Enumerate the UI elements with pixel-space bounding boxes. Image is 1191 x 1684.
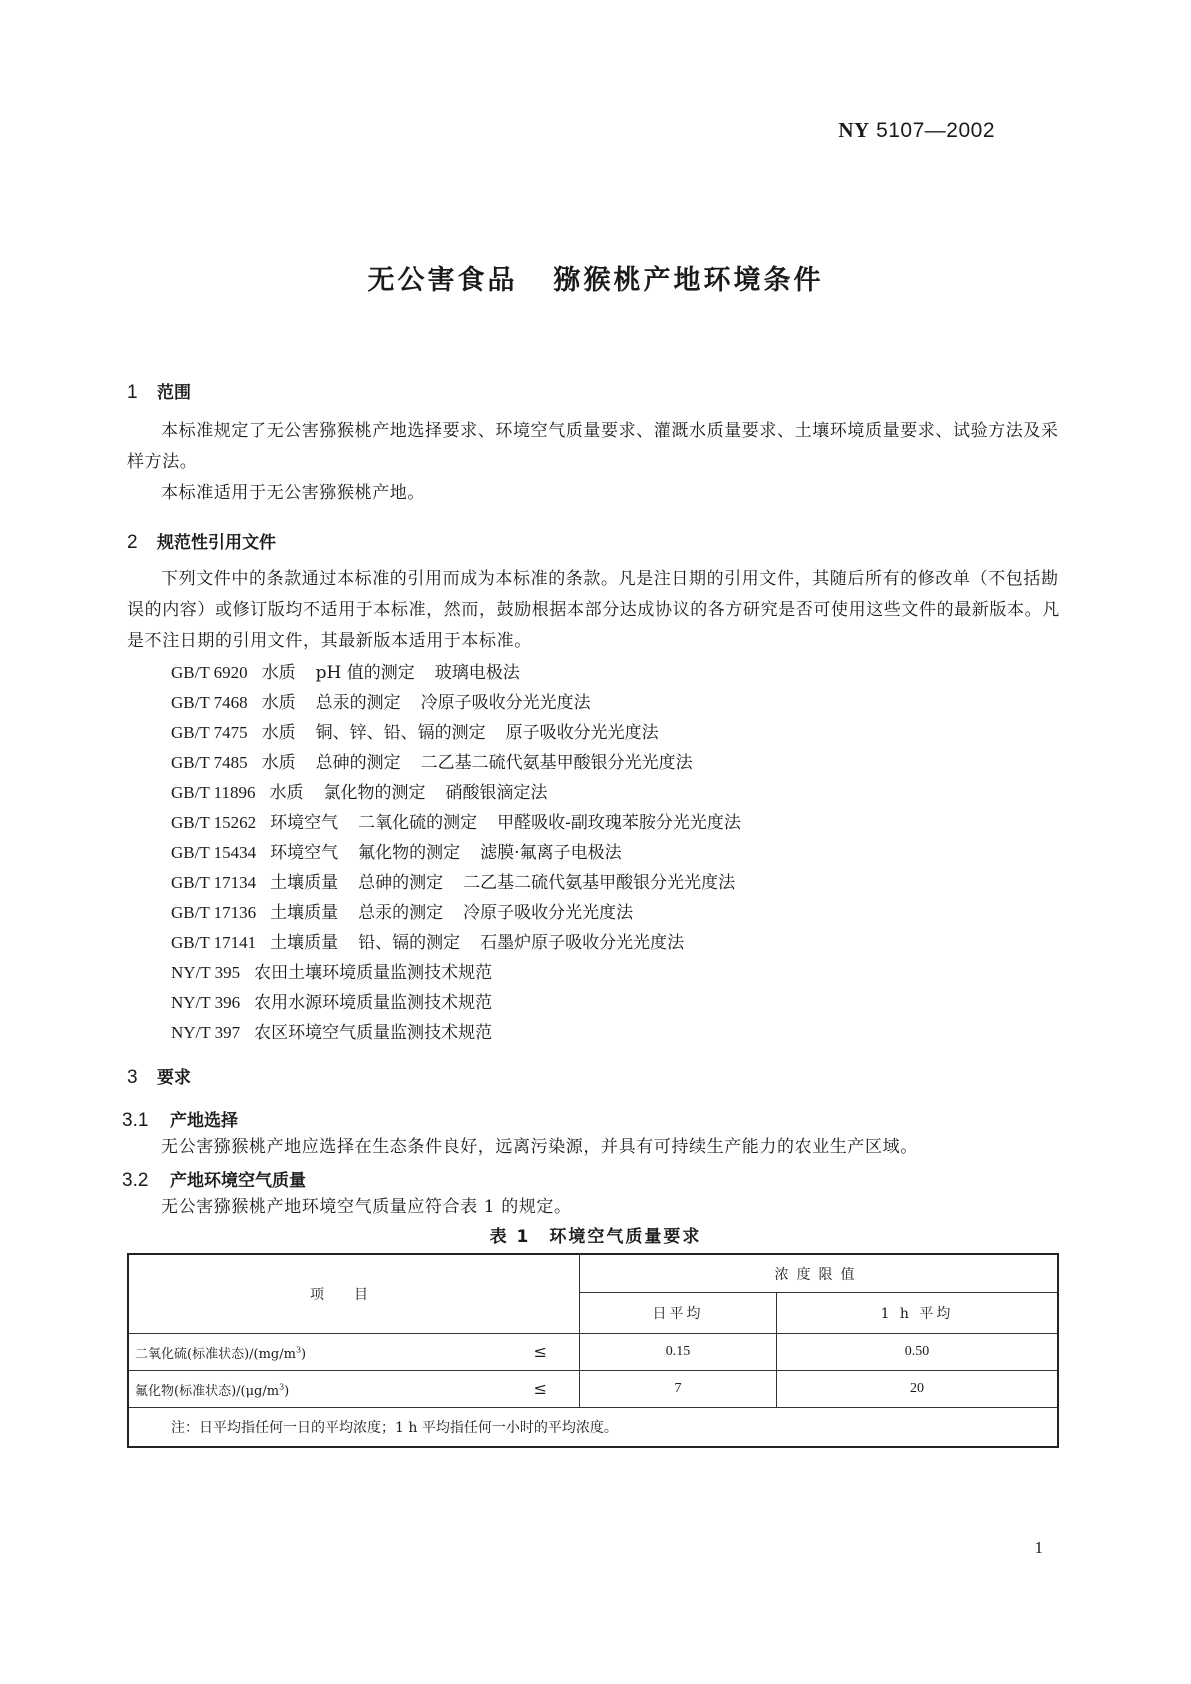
reference-item: GB/T 7485 水质 总砷的测定 二乙基二硫代氨基甲酸银分光光度法 xyxy=(171,753,693,773)
subsection-heading-3-1: 3.1 产地选择 xyxy=(122,1110,238,1131)
title-part2: 猕猴桃产地环境条件 xyxy=(553,265,824,296)
reference-item: GB/T 7468 水质 总汞的测定 冷原子吸收分光光度法 xyxy=(171,693,591,713)
section-heading-3: 3 要求 xyxy=(127,1067,191,1088)
subsection-3-2-text: 无公害猕猴桃产地环境空气质量应符合表 1 的规定。 xyxy=(161,1197,572,1217)
reference-item: NY/T 395 农田土壤环境质量监测技术规范 xyxy=(171,963,493,983)
title-part1: 无公害食品 xyxy=(367,265,518,296)
table-row xyxy=(128,1371,1058,1408)
less-equal-symbol: ≤ xyxy=(533,1379,547,1398)
cell-daily-value: 0.15 xyxy=(580,1334,777,1371)
reference-item: GB/T 17141 土壤质量 铅、镉的测定 石墨炉原子吸收分光光度法 xyxy=(171,933,685,953)
section-heading-2: 2 规范性引用文件 xyxy=(127,532,276,553)
reference-item: NY/T 397 农区环境空气质量监测技术规范 xyxy=(171,1023,493,1043)
document-title xyxy=(0,258,1191,297)
table-caption: 表 1 环境空气质量要求 xyxy=(489,1227,702,1247)
table-row xyxy=(128,1334,1058,1371)
standard-prefix: NY xyxy=(838,118,870,142)
header-daily-average: 日平均 xyxy=(580,1293,777,1334)
air-quality-table xyxy=(127,1253,1059,1448)
page-number: 1 xyxy=(1034,1538,1043,1557)
reference-item: GB/T 15434 环境空气 氟化物的测定 滤膜·氟离子电极法 xyxy=(171,843,622,863)
reference-item: GB/T 6920 水质 pH 值的测定 玻璃电极法 xyxy=(171,663,520,683)
table-note-row xyxy=(128,1408,1058,1448)
reference-item: GB/T 11896 水质 氯化物的测定 硝酸银滴定法 xyxy=(171,783,548,803)
table-note: 注：日平均指任何一日的平均浓度；1 h 平均指任何一小时的平均浓度。 xyxy=(128,1408,1058,1448)
section-heading-1: 1 范围 xyxy=(127,382,191,403)
reference-item: GB/T 7475 水质 铜、锌、铅、镉的测定 原子吸收分光光度法 xyxy=(171,723,659,743)
cell-daily-value: 7 xyxy=(580,1371,777,1408)
row-item-name: 氟化物(标准状态)$/(\mu g/m^3)$ ≤ xyxy=(128,1371,580,1408)
standard-number: 5107—2002 xyxy=(876,119,995,142)
cell-hourly-value: 0.50 xyxy=(776,1334,1058,1371)
header-concentration-limit: 浓度限值 xyxy=(580,1254,1059,1293)
subsection-3-1-text: 无公害猕猴桃产地应选择在生态条件良好，远离污染源，并具有可持续生产能力的农业生产区域。 xyxy=(161,1137,918,1157)
reference-item: GB/T 17134 土壤质量 总砷的测定 二乙基二硫代氨基甲酸银分光光度法 xyxy=(171,873,736,893)
header-item: 项目 xyxy=(128,1254,580,1334)
subsection-heading-3-2: 3.2 产地环境空气质量 xyxy=(122,1170,306,1191)
standard-code xyxy=(838,118,995,143)
reference-item: GB/T 17136 土壤质量 总汞的测定 冷原子吸收分光光度法 xyxy=(171,903,634,923)
reference-item: GB/T 15262 环境空气 二氧化硫的测定 甲醛吸收-副玫瑰苯胺分光光度法 xyxy=(171,813,741,833)
header-hourly-average: 1 h 平均 xyxy=(776,1293,1058,1334)
section-1-paragraph-1: 本标准规定了无公害猕猴桃产地选择要求、环境空气质量要求、灌溉水质量要求、土壤环境质量要求、试验方法及采样方法。 xyxy=(127,421,1059,472)
section-2-paragraph-1: 下列文件中的条款通过本标准的引用而成为本标准的条款。凡是注日期的引用文件，其随后所有的修改单（不包括勘误的内容）或修订版均不适用于本标准，然而，鼓励根据本部分达成协议的各方研究是否可使用这些文件的最新版本。凡是不注日期的引用文件，其最新版本适用于本标准。 xyxy=(127,569,1060,651)
section-1-paragraph-2: 本标准适用于无公害猕猴桃产地。 xyxy=(161,483,425,503)
row-item-name: 二氧化硫(标准状态)$/(mg/m^3)$ ≤ xyxy=(128,1334,580,1371)
cell-hourly-value: 20 xyxy=(776,1371,1058,1408)
less-equal-symbol: ≤ xyxy=(533,1342,547,1361)
reference-item: NY/T 396 农用水源环境质量监测技术规范 xyxy=(171,993,493,1013)
